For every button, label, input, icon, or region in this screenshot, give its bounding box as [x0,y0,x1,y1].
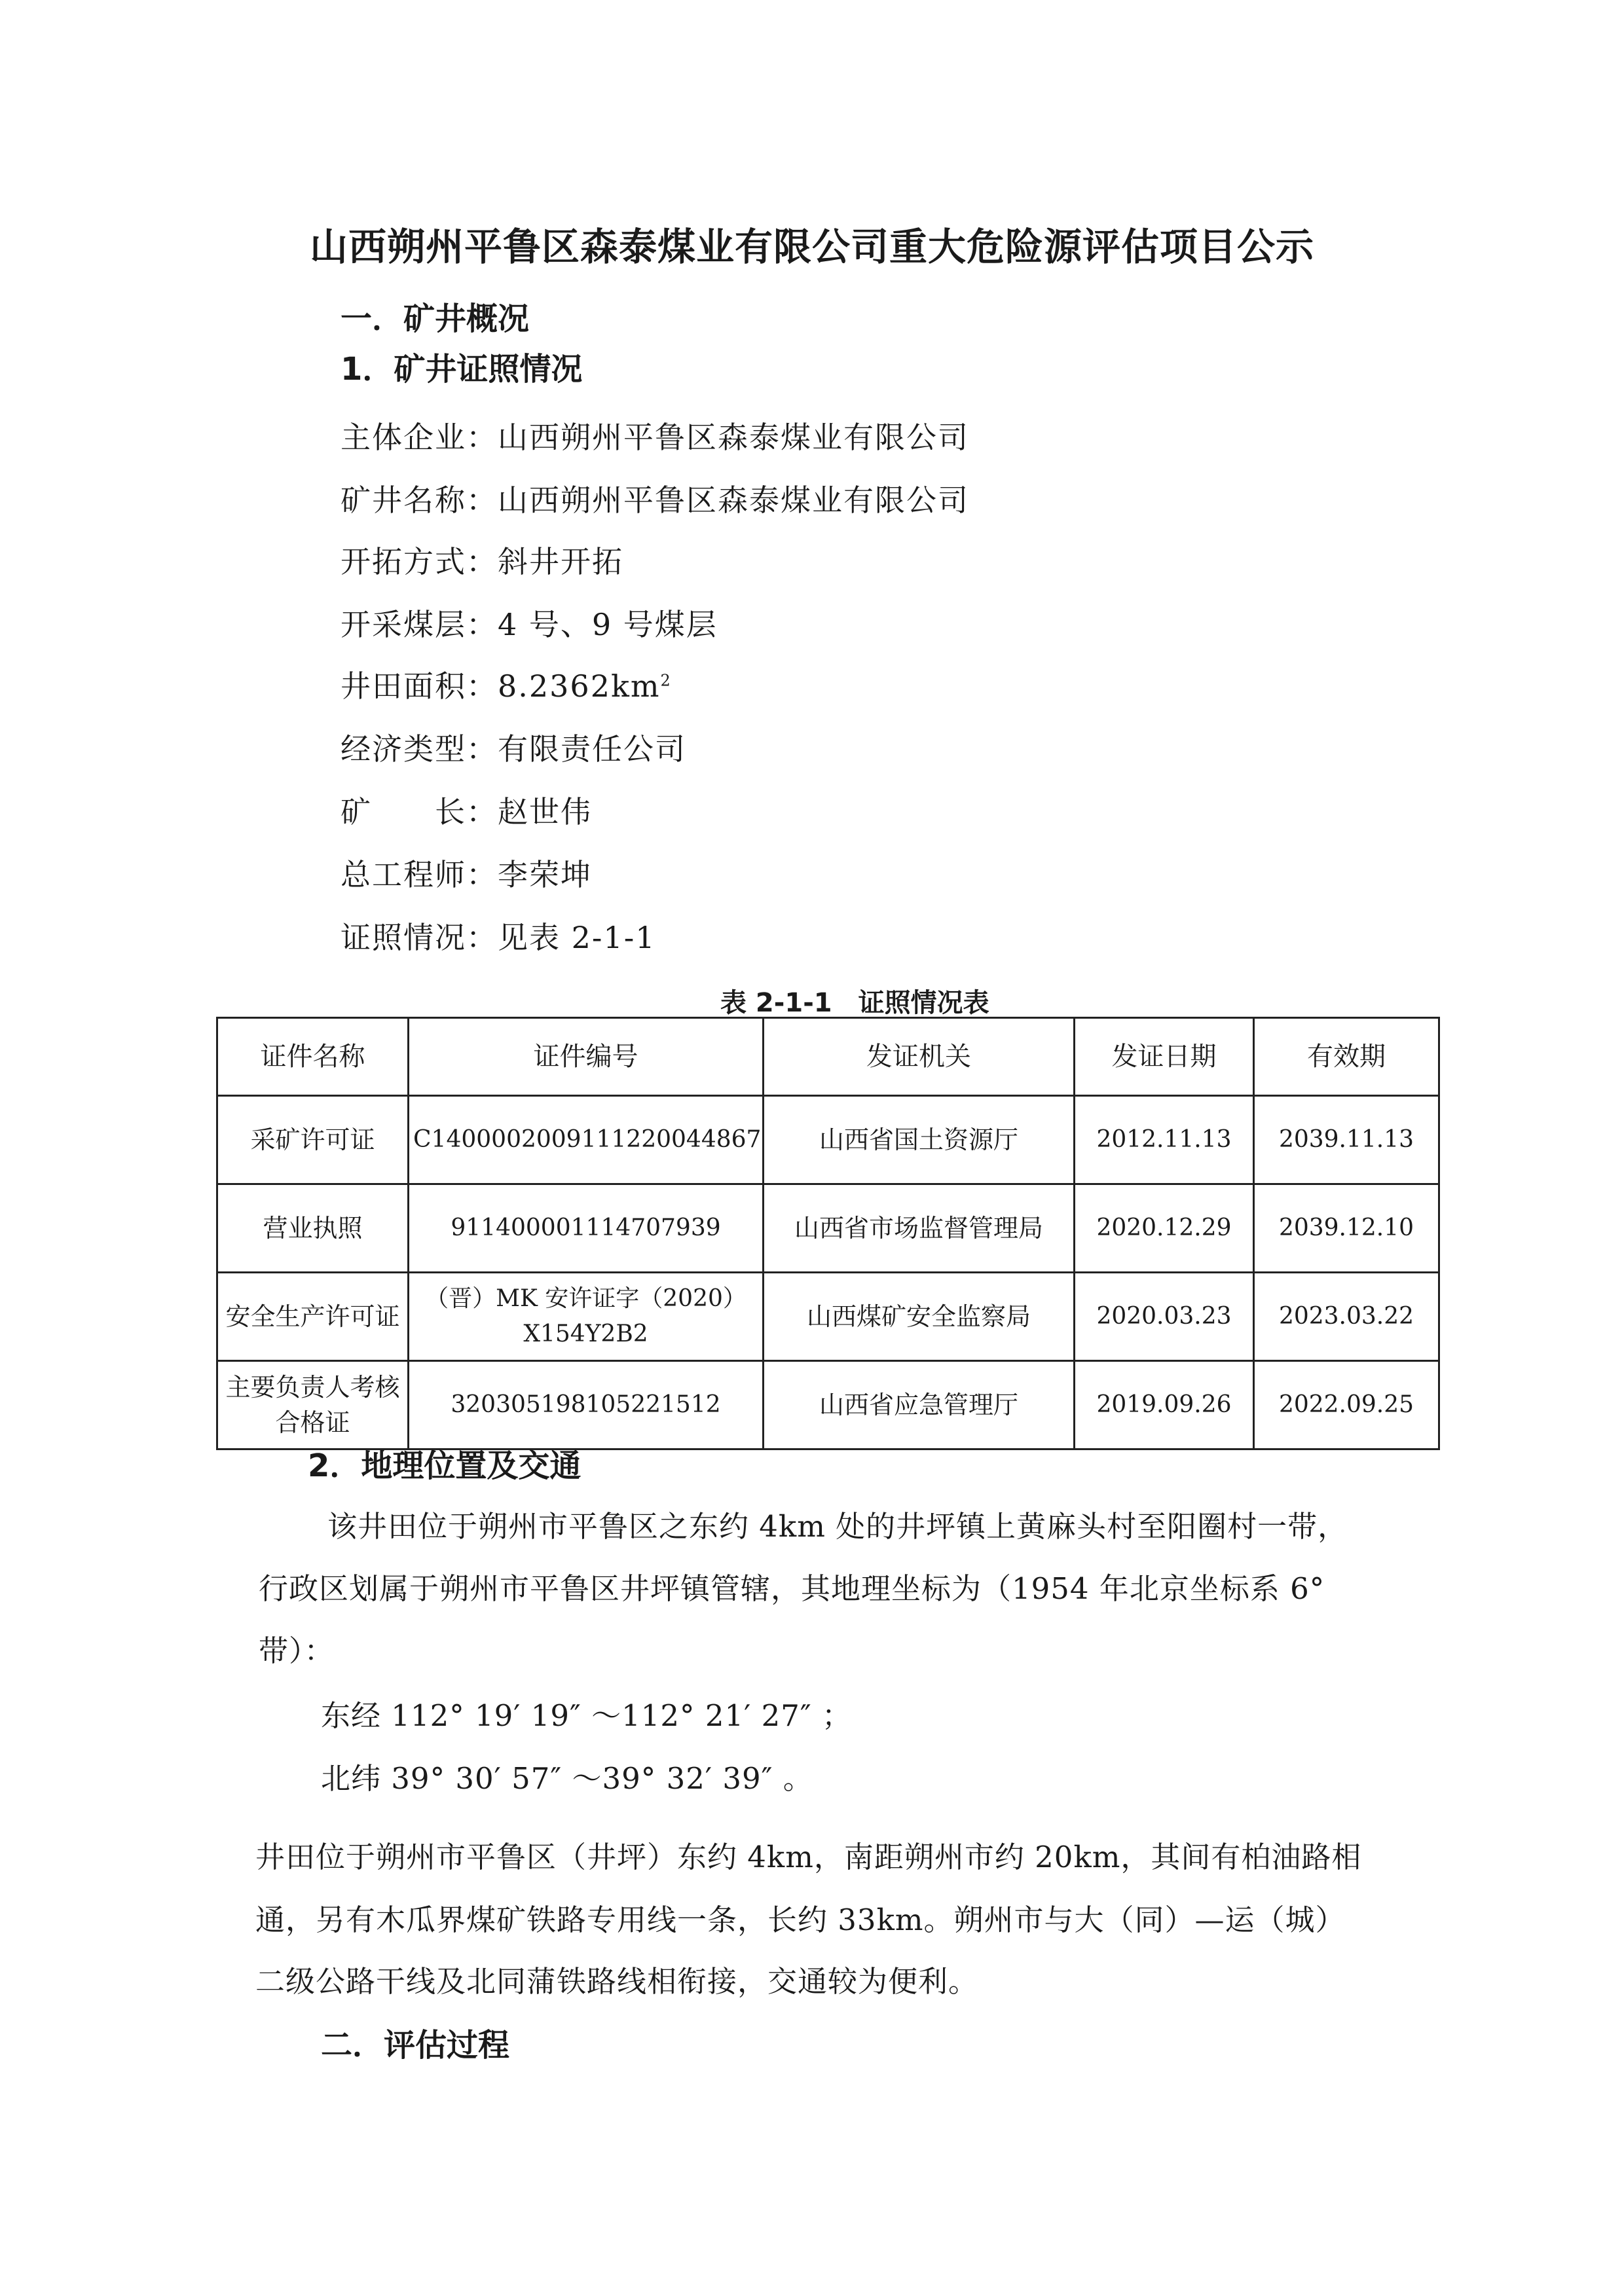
field-label: 经济类型： [341,731,498,767]
traffic-paragraph-line: 井田位于朔州市平鲁区（井坪）东约 4km，南距朔州市约 20km，其间有柏油路相 [255,1840,1362,1874]
table-header-cell: 有效期 [1254,1018,1439,1096]
table-cell: 320305198105221512 [409,1361,764,1449]
subsection-heading-location: 2．地理位置及交通 [308,1448,581,1484]
table-header-cell: 发证机关 [764,1018,1075,1096]
field-value: 8.2362km [498,668,661,704]
field-mine-director [341,788,592,831]
table-cell: 2020.12.29 [1075,1184,1254,1273]
field-mine-name [341,477,969,520]
field-main-enterprise [341,414,969,457]
table-header-cell: 证件名称 [217,1018,409,1096]
license-table [216,1017,1440,1450]
field-value: 4 号、9 号煤层 [498,607,718,642]
table-caption: 表 2-1-1 证照情况表 [720,988,989,1018]
field-chief-engineer [341,851,592,894]
page-title: 山西朔州平鲁区森泰煤业有限公司重大危险源评估项目公示 [309,225,1314,269]
field-label: 开拓方式： [341,544,498,579]
table-cell: （晋）MK 安许证字（2020）X154Y2B2 [409,1273,764,1361]
field-label: 井田面积： [341,668,498,704]
table-cell: 2022.09.25 [1254,1361,1439,1449]
field-value: 赵世伟 [498,794,592,829]
table-header-cell: 证件编号 [409,1018,764,1096]
field-coal-seams [341,601,718,644]
field-economic-type [341,725,686,769]
field-development-method [341,538,623,581]
field-value: 有限责任公司 [498,731,686,767]
subsection-heading-licenses: 1．矿井证照情况 [341,351,583,388]
field-value: 斜井开拓 [498,544,623,579]
table-cell: 2019.09.26 [1075,1361,1254,1449]
table-header-cell: 发证日期 [1075,1018,1254,1096]
table-row [217,1273,1439,1361]
table-cell: 2039.12.10 [1254,1184,1439,1273]
table-cell: 2023.03.22 [1254,1273,1439,1361]
location-paragraph-line: 行政区划属于朔州市平鲁区井坪镇管辖，其地理坐标为（1954 年北京坐标系 6° [259,1571,1325,1606]
latitude-text: 北纬 39° 30′ 57″ ～39° 32′ 39″ 。 [321,1761,813,1796]
table-cell: 911400001114707939 [409,1184,764,1273]
field-label: 开采煤层： [341,607,498,642]
table-row [217,1361,1439,1449]
section-heading-overview: 一．矿井概况 [341,301,530,337]
location-paragraph-line: 该井田位于朔州市平鲁区之东约 4km 处的井坪镇上黄麻头村至阳圈村一带， [327,1509,1348,1544]
field-label: 矿井名称： [341,483,498,518]
section-heading-assessment: 二．评估过程 [321,2027,510,2064]
table-cell: 主要负责人考核合格证 [217,1361,409,1449]
area-superscript: 2 [660,671,672,690]
field-value: 见表 2-1-1 [498,920,656,955]
field-value: 山西朔州平鲁区森泰煤业有限公司 [498,483,969,518]
table-header-row [217,1018,1439,1096]
table-cell: 山西省市场监督管理局 [764,1184,1075,1273]
traffic-paragraph-line: 通，另有木瓜界煤矿铁路专用线一条，长约 33km。朔州市与大（同）—运（城） [255,1903,1346,1937]
longitude-text: 东经 112° 19′ 19″ ～112° 21′ 27″ ； [321,1698,853,1733]
table-cell: 2012.11.13 [1075,1096,1254,1184]
field-license-status [341,914,656,957]
table-cell: 2020.03.23 [1075,1273,1254,1361]
location-paragraph-line: 带）： [259,1633,335,1668]
traffic-paragraph-line: 二级公路干线及北同蒲铁路线相衔接，交通较为便利。 [255,1964,979,1999]
field-label: 矿 长： [341,794,498,829]
field-field-area [341,663,672,706]
field-value: 山西朔州平鲁区森泰煤业有限公司 [498,420,969,455]
table-cell: 山西省国土资源厅 [764,1096,1075,1184]
table-cell: 山西省应急管理厅 [764,1361,1075,1449]
table-cell: 山西煤矿安全监察局 [764,1273,1075,1361]
field-label: 主体企业： [341,420,498,455]
field-value: 李荣坤 [498,857,592,892]
table-cell: 2039.11.13 [1254,1096,1439,1184]
field-label: 总工程师： [341,857,498,892]
table-cell: 安全生产许可证 [217,1273,409,1361]
table-cell: 营业执照 [217,1184,409,1273]
table-cell: 采矿许可证 [217,1096,409,1184]
table-row [217,1184,1439,1273]
field-label: 证照情况： [341,920,498,955]
table-row [217,1096,1439,1184]
table-cell: C1400002009111220044867 [409,1096,764,1184]
